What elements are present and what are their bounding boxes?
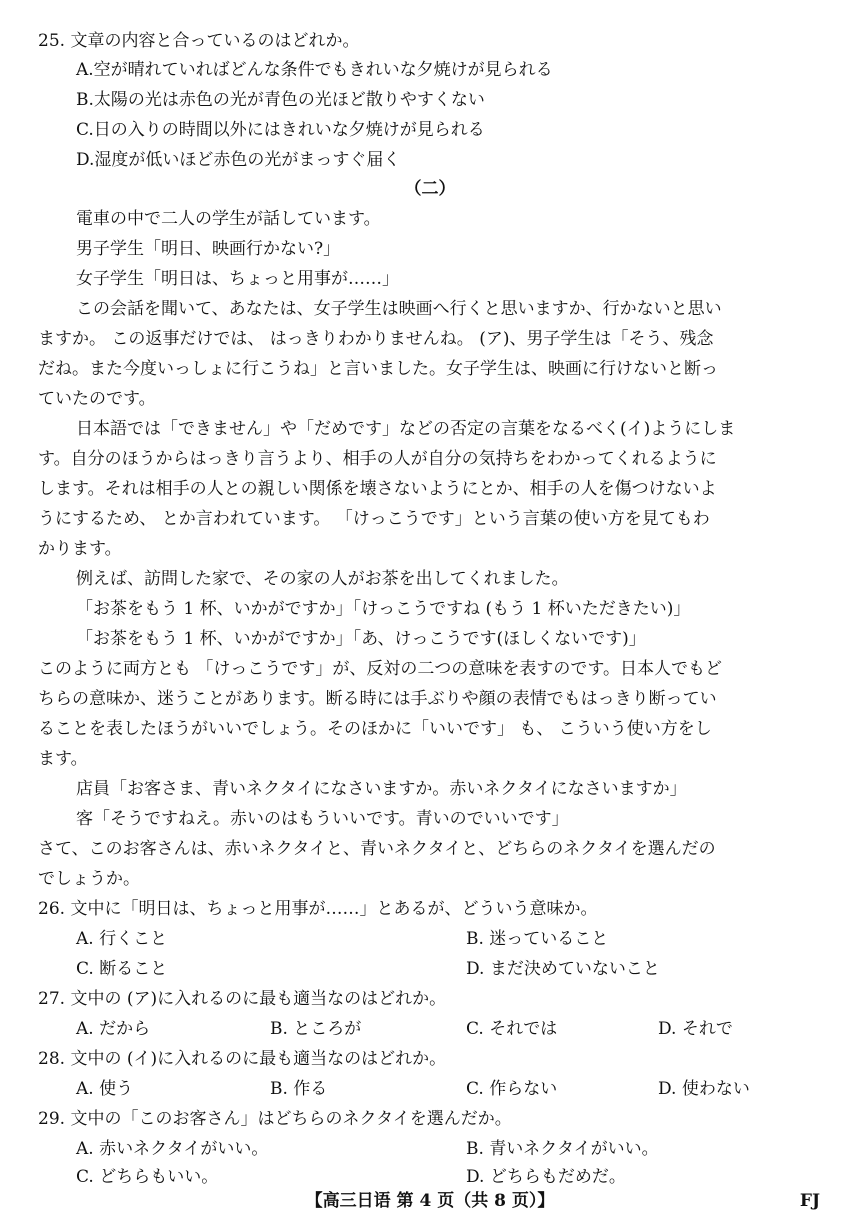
passage-line: ていたのです。 [38,389,156,409]
passage-line: このように両方とも 「けっこうです」が、反対の二つの意味を表すのです。日本人でもど [38,659,723,679]
q25-stem: 25. 文章の内容と合っているのはどれか。 [38,31,360,51]
passage-line: だね。また今度いっしょに行こうね」と言いました。女子学生は、映画に行けないと断っ [38,359,718,379]
q27-option-b: B. ところが [270,1019,362,1039]
passage-line: 「お茶をもう 1 杯、いかがですか」「けっこうですね (もう 1 杯いただきたい)」 [76,599,691,619]
passage-line: します。それは相手の人との親しい関係を壊さないようにとか、相手の人を傷つけないよ [38,479,717,499]
passage-line: す。自分のほうからはっきり言うより、相手の人が自分の気持ちをわかってくれるように [38,449,717,469]
passage-line: 女子学生「明日は、ちょっと用事が……」 [76,269,399,289]
passage-line: 電車の中で二人の学生が話しています。 [76,209,381,229]
q25-option-b: B.太陽の光は赤色の光が青色の光ほど散りやすくない [76,90,485,110]
q29-option-b: B. 青いネクタイがいい。 [466,1139,659,1159]
q26-option-c: C. 断ること [76,959,168,979]
q26-option-b: B. 迷っていること [466,929,609,949]
q27-option-a: A. だから [76,1019,151,1039]
q29-option-d: D. どちらもだめだ。 [466,1167,626,1187]
q28-option-a: A. 使う [76,1079,134,1099]
passage-line: 客「そうですねえ。赤いのはもういいです。青いのでいいです」 [76,809,569,829]
exam-code: FJ [799,1191,820,1211]
q27-option-d: D. それで [658,1019,733,1039]
q29-option-c: C. どちらもいい。 [76,1167,219,1187]
passage-line: 例えば、訪問した家で、その家の人がお茶を出してくれました。 [76,569,569,589]
section-heading: （二） [404,179,456,199]
q28-stem: 28. 文中の (イ)に入れるのに最も適当なのはどれか。 [38,1049,447,1069]
q25-option-d: D.湿度が低いほど赤色の光がまっすぐ届く [76,150,401,170]
passage-line: ることを表したほうがいいでしょう。そのほかに「いいです」 も、 こういう使い方をし [38,719,712,739]
q26-stem: 26. 文中に「明日は、ちょっと用事が……」とあるが、どういう意味か。 [38,899,598,919]
q26-option-d: D. まだ決めていないこと [466,959,660,979]
q29-stem: 29. 文中の「このお客さん」はどちらのネクタイを選んだか。 [38,1109,512,1129]
q25-option-a: A.空が晴れていればどんな条件でもきれいな夕焼けが見られる [76,60,553,80]
q25-option-c: C.日の入りの時間以外にはきれいな夕焼けが見られる [76,120,485,140]
passage-line: ます。 [38,749,88,769]
passage-line: でしょうか。 [38,869,140,889]
passage-line: 男子学生「明日、映画行かない?」 [76,239,341,259]
passage-line: 日本語では「できません」や「だめです」などの否定の言葉をなるべく(イ)ようにしま [76,419,736,439]
passage-line: うにするため、 とか言われています。 「けっこうです」という言葉の使い方を見てもわ [38,509,710,529]
q28-option-c: C. 作らない [466,1079,558,1099]
passage-line: この会話を聞いて、あなたは、女子学生は映画へ行くと思いますか、行かないと思い [76,299,722,319]
q27-stem: 27. 文中の (ア)に入れるのに最も適当なのはどれか。 [38,989,447,1009]
q27-option-c: C. それでは [466,1019,558,1039]
q28-option-d: D. 使わない [658,1079,750,1099]
q29-option-a: A. 赤いネクタイがいい。 [76,1139,269,1159]
q28-option-b: B. 作る [270,1079,328,1099]
passage-line: 店員「お客さま、青いネクタイになさいますか。赤いネクタイになさいますか」 [76,779,687,799]
passage-line: かります。 [38,539,122,559]
page-footer: 【高三日语 第 4 页（共 8 页）】 [305,1191,555,1211]
passage-line: 「お茶をもう 1 杯、いかがですか」「あ、けっこうです(ほしくないです)」 [76,629,646,649]
passage-line: さて、このお客さんは、赤いネクタイと、青いネクタイと、どちらのネクタイを選んだの [38,839,716,859]
passage-line: ますか。 この返事だけでは、 はっきりわかりませんね。 (ア)、男子学生は「そう、残念 [38,329,714,349]
passage-line: ちらの意味か、迷うことがあります。断る時には手ぶりや顔の表情でもはっきり断ってい [38,689,717,709]
q26-option-a: A. 行くこと [76,929,168,949]
